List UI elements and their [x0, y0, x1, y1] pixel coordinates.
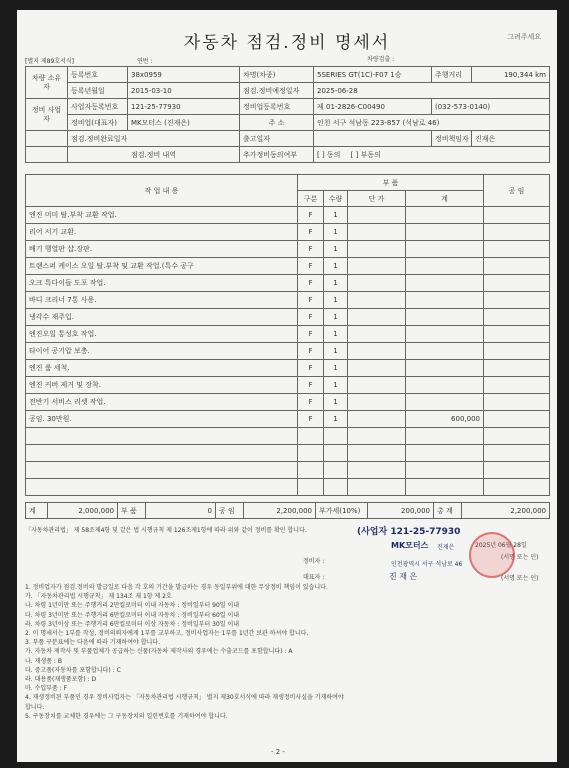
labor-cell: [484, 309, 550, 326]
customer-label: 정비자 :: [303, 558, 325, 565]
shop-address-stamp: 인천광역시 서구 석남로 46: [391, 561, 463, 568]
work-item: 엔진오일 통성호 작업.: [26, 326, 298, 343]
model-label: 차명(차종): [240, 67, 314, 83]
page-number: - 2 -: [271, 748, 285, 756]
total-label-4: 부가세(10%): [316, 503, 368, 519]
total-label-3: 공 임: [216, 503, 244, 519]
reg-no-value: 38x0959: [128, 67, 240, 83]
part-price: [348, 428, 406, 445]
business-label: 정비 사업자: [26, 99, 68, 131]
work-item: 엔진 룸 세척.: [26, 360, 298, 377]
part-class: F: [298, 411, 324, 428]
labor-cell: [484, 224, 550, 241]
labor-cell: [484, 428, 550, 445]
table-row: [26, 377, 550, 394]
parts-header: 부 품: [298, 175, 484, 191]
part-price: [348, 309, 406, 326]
part-class: F: [298, 309, 324, 326]
part-sum: [406, 207, 484, 224]
table-row: [26, 292, 550, 309]
part-qty: 1: [324, 292, 348, 309]
part-class: F: [298, 292, 324, 309]
vehicle-owner-label: 차량 소유자: [26, 67, 68, 99]
part-class: F: [298, 360, 324, 377]
part-class: F: [298, 241, 324, 258]
labor-cell: [484, 360, 550, 377]
total-value-1: 2,000,000: [48, 503, 118, 519]
notes-section: [25, 583, 549, 721]
table-row: [26, 241, 550, 258]
part-price: [348, 292, 406, 309]
part-qty: 1: [324, 224, 348, 241]
table-row: [26, 258, 550, 275]
note-line: 4. 재생정비된 부품인 경우 정비사업자는 「자동차관리법 시행규칙」 별지 제30호서식에 따라 재생정비사실을 기재하여야: [25, 694, 344, 702]
part-class: F: [298, 224, 324, 241]
work-item: 오크 특다이들 도포 작업.: [26, 275, 298, 292]
labor-cell: [484, 411, 550, 428]
labor-cell: [484, 275, 550, 292]
mileage-value: 190,344 km: [472, 67, 550, 83]
chief-value: 진재은: [472, 131, 550, 147]
rep-tag: 진재은: [437, 544, 455, 551]
total-value-4: 200,000: [368, 503, 434, 519]
shop-reg-label: 정비업등록번호: [240, 99, 314, 115]
biz-no-value: 121-25-77930: [128, 99, 240, 115]
part-sum: [406, 292, 484, 309]
table-row: [26, 394, 550, 411]
note-line: 합니다.: [25, 703, 45, 711]
work-item: 트랜스퍼 케이스 오일 탈.부착 및 교환 작업.(특수 공구: [26, 258, 298, 275]
part-price: [348, 343, 406, 360]
part-qty: 1: [324, 207, 348, 224]
part-qty: 1: [324, 377, 348, 394]
part-qty: 1: [324, 411, 348, 428]
part-qty: 1: [324, 258, 348, 275]
history-label: 점검.정비 내역: [68, 147, 240, 163]
table-row: [26, 462, 550, 479]
table-row: [26, 411, 550, 428]
labor-cell: [484, 292, 550, 309]
part-qty: 1: [324, 394, 348, 411]
part-sum: [406, 224, 484, 241]
labor-cell: [484, 445, 550, 462]
part-class: F: [298, 207, 324, 224]
chief-label: 정비책임자: [432, 131, 472, 147]
work-item: 엔진 미미 탈.부착 교환 작업.: [26, 207, 298, 224]
serial-label: 연번 :: [137, 58, 153, 65]
note-line: 3. 부품 구분표에는 다음에 따라 기재하여야 합니다.: [25, 639, 160, 647]
note-line: 라. 차령 3년이상 또는 주행거리 6만킬로미터 이상 자동차 : 정비일부터 30일 이내: [25, 620, 240, 628]
no-consent-option[interactable]: [ ] 부동의: [350, 150, 381, 159]
work-item: [26, 445, 298, 462]
table-row: [26, 479, 550, 496]
total-value-5: 2,200,000: [462, 503, 550, 519]
shop-reg-value: 제 01-2826-C00490: [314, 99, 432, 115]
labor-cell: [484, 394, 550, 411]
work-item: 냉각수 재주입.: [26, 309, 298, 326]
table-row: [26, 360, 550, 377]
model-value: 5SERIES GT(1C)-F07 1승: [314, 67, 432, 83]
note-line: 나. 재생품 : B: [25, 657, 62, 665]
labor-cell: [484, 462, 550, 479]
labor-header: 공 임: [484, 175, 550, 207]
page-title: 자동차 점검.정비 명세서: [183, 33, 391, 53]
address-label: 주 소: [240, 115, 314, 131]
reg-no-label: 등록번호: [68, 67, 128, 83]
part-qty: [324, 445, 348, 462]
note-line: 2. 이 명세서는 1부를 작성, 정비의뢰자에게 1부를 교부하고, 정비사업자는 1부를 1년간 보관 하셔야 합니다.: [25, 630, 309, 638]
part-price: [348, 445, 406, 462]
phone-value: (032-573-0140): [432, 99, 550, 115]
shop-name-stamp: MK모터스: [391, 541, 429, 550]
part-sum: [406, 428, 484, 445]
table-row: [26, 326, 550, 343]
part-sum: [406, 394, 484, 411]
note-line: 라. 대용품(재생품포함) : D: [25, 676, 97, 684]
part-qty: 1: [324, 241, 348, 258]
part-price: [348, 258, 406, 275]
total-label-2: 부 품: [118, 503, 146, 519]
part-class: F: [298, 394, 324, 411]
part-qty: [324, 462, 348, 479]
work-item: 배기 행열판 샵.장판.: [26, 241, 298, 258]
sign-hint-2: (서명 또는 인): [501, 575, 539, 582]
part-class: [298, 428, 324, 445]
work-item: 전반기 서비스 리셋 작업.: [26, 394, 298, 411]
consent-label: 추가정비동의여부: [240, 147, 314, 163]
part-class: [298, 445, 324, 462]
form-number: [별지 제89호서식]: [25, 58, 74, 65]
mileage-label: 주행거리: [432, 67, 472, 83]
part-sum: [406, 326, 484, 343]
work-item: 리어 서기 교환.: [26, 224, 298, 241]
part-sum: [406, 462, 484, 479]
info-table: [25, 66, 550, 163]
shop-name-label: 정비업(대표자): [68, 115, 128, 131]
labor-cell: [484, 343, 550, 360]
work-item: [26, 462, 298, 479]
part-qty: [324, 428, 348, 445]
part-class: F: [298, 258, 324, 275]
col-sum: 계: [406, 191, 484, 207]
part-sum: [406, 275, 484, 292]
sign-hint-1: (서명 또는 인): [501, 554, 539, 561]
confirm-statement: 「자동차관리법」 제 58조제4항 및 같은 법 시행규칙 제 126조제1항에 따라 위와 같이 정비를 확인 합니다.: [25, 527, 307, 534]
company-seal: [469, 532, 515, 578]
part-price: [348, 411, 406, 428]
complete-date-label: 점검.정비완료일자: [68, 131, 240, 147]
work-item: [26, 479, 298, 496]
note-line: 5. 구동장치를 교체한 경우에는 그 구동장치의 일련번호를 기재하여야 합니다.: [25, 712, 228, 720]
part-qty: 1: [324, 275, 348, 292]
total-value-3: 2,200,000: [244, 503, 316, 519]
table-row: [26, 445, 550, 462]
part-price: [348, 326, 406, 343]
part-class: F: [298, 275, 324, 292]
labor-cell: [484, 377, 550, 394]
note-line: 마. 수입부품 : F: [25, 685, 68, 693]
part-sum: [406, 445, 484, 462]
note-line: 1. 정비업자가 점검.정비의 발급일로 다음 각 호의 기간을 발급하는 경우 동일부위에 대한 무상정비 책임이 있습니다.: [25, 584, 328, 591]
consent-option[interactable]: [ ] 동의: [317, 150, 341, 159]
note-line: 나. 차령 1년미만 또는 주행거리 2만킬로미터 이내 자동차 : 정비일부터 90일 이내: [25, 602, 240, 610]
release-label: 출고일자: [240, 131, 314, 147]
note-line: 다. 차령 3년미만 또는 주행거리 6만킬로미터 이내 자동차 : 정비일부터 60일 이내: [25, 611, 240, 619]
part-qty: 1: [324, 360, 348, 377]
part-sum: [406, 241, 484, 258]
part-sum: [406, 377, 484, 394]
part-price: [348, 360, 406, 377]
part-price: [348, 207, 406, 224]
labor-cell: [484, 207, 550, 224]
document-page: [17, 10, 557, 762]
first-reg-value: 2015-03-10: [128, 83, 240, 99]
receiver-label: 대표자 :: [303, 574, 325, 581]
work-item: 엔진 커버 제거 및 장착.: [26, 377, 298, 394]
part-class: [298, 479, 324, 496]
inspect-date-value: 2025-06-28: [314, 83, 550, 99]
part-qty: [324, 479, 348, 496]
inspect-date-label: 점검.정비예정일자: [240, 83, 314, 99]
part-price: [348, 224, 406, 241]
table-row: [26, 275, 550, 292]
part-price: [348, 241, 406, 258]
part-qty: 1: [324, 326, 348, 343]
part-sum: [406, 343, 484, 360]
first-reg-label: 등록년월일: [68, 83, 128, 99]
part-class: F: [298, 326, 324, 343]
part-price: [348, 275, 406, 292]
part-price: [348, 462, 406, 479]
col-class: 구분: [298, 191, 324, 207]
signature-date: 2025년 06월 28일: [475, 542, 527, 549]
part-sum: [406, 360, 484, 377]
receiver-name: 진 재 은: [389, 572, 418, 581]
address-value: 인천 서구 석남동 223-857 (석남로 46): [314, 115, 550, 131]
part-sum: [406, 309, 484, 326]
table-row: [26, 224, 550, 241]
work-table: [25, 174, 550, 496]
part-sum: [406, 479, 484, 496]
col-qty: 수량: [324, 191, 348, 207]
part-price: [348, 394, 406, 411]
part-qty: 1: [324, 309, 348, 326]
note-line: 가. 「자동차관리법 시행규칙」 제 134조 제 1항 제 2호: [25, 593, 172, 601]
work-item: 공임. 30만원.: [26, 411, 298, 428]
issue-label: 차량검출 :: [367, 56, 395, 63]
part-sum: [406, 258, 484, 275]
labor-cell: [484, 326, 550, 343]
part-price: [348, 479, 406, 496]
work-item: 바디 크리너 7통 사용.: [26, 292, 298, 309]
labor-cell: [484, 479, 550, 496]
table-row: [26, 309, 550, 326]
note-line: 가. 자동차 제작사 및 부품업체가 공급하는 신품(자동차 제작사의 경우에는 수출코드를 포함합니다) : A: [25, 648, 293, 656]
shop-name-value: MK모터스 (진재은): [128, 115, 240, 131]
work-header: 작 업 내 용: [26, 175, 298, 207]
part-class: F: [298, 377, 324, 394]
corner-note: 그려주세요: [507, 33, 541, 41]
total-label-1: 계: [26, 503, 48, 519]
labor-cell: [484, 241, 550, 258]
biz-number-stamp: (사업자 121-25-77930: [357, 527, 461, 537]
labor-cell: [484, 258, 550, 275]
table-row: [26, 343, 550, 360]
total-value-2: 0: [146, 503, 216, 519]
col-price: 단 가: [348, 191, 406, 207]
table-row: [26, 428, 550, 445]
total-label-5: 총 계: [434, 503, 462, 519]
totals-table: [25, 502, 550, 519]
part-qty: 1: [324, 343, 348, 360]
part-class: F: [298, 343, 324, 360]
part-class: [298, 462, 324, 479]
work-item: 타이어 공기압 보충.: [26, 343, 298, 360]
note-line: 다. 중고품(자동차를 포함합니다) : C: [25, 666, 121, 674]
table-row: [26, 207, 550, 224]
part-sum: 600,000: [406, 411, 484, 428]
part-price: [348, 377, 406, 394]
work-item: [26, 428, 298, 445]
biz-no-label: 사업자등록번호: [68, 99, 128, 115]
